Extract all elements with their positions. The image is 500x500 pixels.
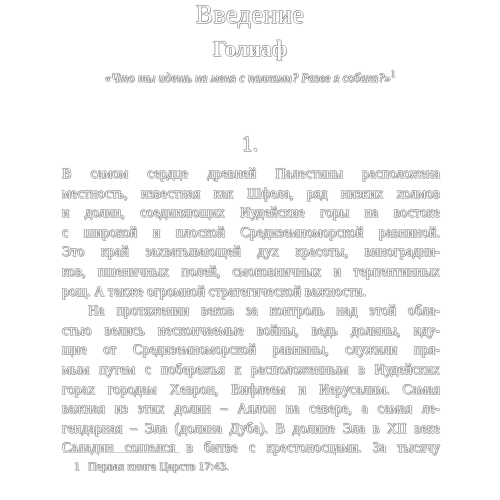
text-line: гендарная – Эла (долина Дуба). В долине Эла в XII веке — [62, 420, 440, 437]
epigraph-text: «Что ты идешь на меня с палками? Разве я собака?» — [104, 71, 391, 85]
paragraph-2 — [62, 302, 440, 459]
text-line: ков, пшеничных полей, смоковничных и терпентинных — [62, 263, 440, 280]
text-line: стью велись нескончаемые войны, ведь долины, иду- — [62, 322, 440, 339]
text-line: На протяжении веков за контроль над этой обла- — [88, 303, 440, 320]
footnote-text: Первая книга Царств 17:43. — [88, 459, 229, 473]
text-line: и долин, соединяющих Иудейские горы на востоке — [62, 205, 440, 222]
text-line: В самом сердце древней Палестины расположена — [62, 166, 440, 182]
epigraph-footnote-ref[interactable]: 1 — [390, 68, 396, 79]
text-line: Это край захватывающей дух красоты, виноградни- — [62, 244, 440, 261]
chapter-title: Введение — [195, 0, 305, 29]
text-line: важная из этих долин – Аялон на севере, а самая ле- — [62, 401, 440, 418]
text-line: рощ. А также огромной стратегической важности. — [62, 283, 367, 300]
text-line: мым путем с побережья к расположенным в Иудейских — [62, 361, 440, 378]
footnote-mark: 1 — [74, 459, 80, 473]
text-line: щие от Средиземноморской равнины, служили пря- — [62, 342, 440, 359]
section-number: 1. — [241, 131, 259, 156]
footnote — [74, 459, 229, 474]
text-line: Саладин сошелся в битве с крестоносцами. За тысячу — [62, 440, 440, 457]
text-line: с широкой и плоской Средиземноморской равниной. — [62, 224, 440, 241]
chapter-subtitle: Голиаф — [212, 36, 287, 61]
text-line: горах городам Хеврон, Вифлеем и Иерусалим. Самая — [62, 381, 440, 398]
body-text — [62, 165, 440, 459]
footnote-divider — [62, 452, 180, 453]
epigraph — [0, 70, 500, 86]
text-line: местность, известная как Шфела, ряд низких холмов — [62, 185, 440, 202]
paragraph-1 — [62, 165, 440, 302]
